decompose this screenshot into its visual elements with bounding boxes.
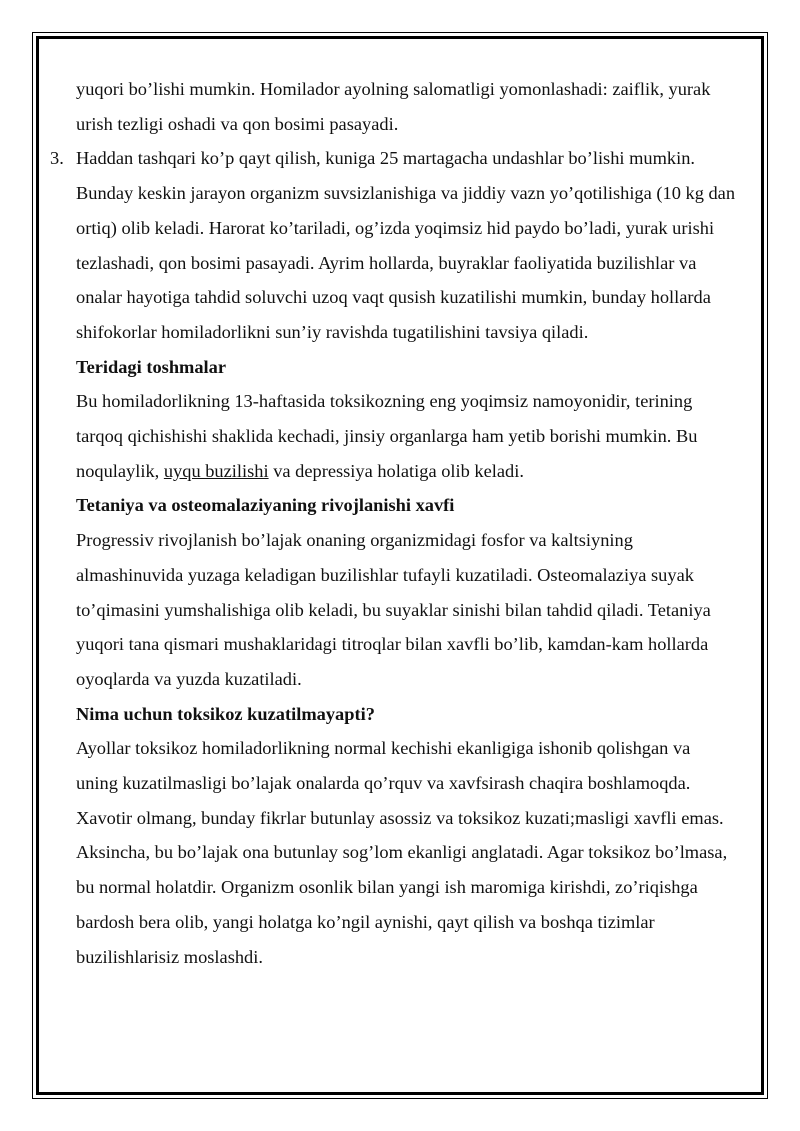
section-text-why-no-toxicosis: Ayollar toksikoz homiladorlikning normal kechishi ekanligiga ishonib qolishgan va uning kuzatilmasligi bo’lajak onalarda qo’rquv va xavfsirash chaqira boshlamoqda. Xavotir olmang, bunday fikrlar butunlay asossiz va toksikoz kuzati;masligi xavfli emas. Aksincha, bu bo’lajak ona butunlay sog’lom ekanligi anglatadi. Agar toksikoz bo’lmasa, bu normal holatdir. Organizm osonlik bilan yangi ish maromiga kirishdi, zo’riqishga bardosh bera olib, yangi holatga ko’ngil aynishi, qayt qilish va boshqa tizimlar buzilishlarisiz moslashdi. [76,738,728,967]
skin-text-end: va depressiya holatiga olib keladi. [268,460,524,481]
skin-text-start: Bu homiladorlikning 13-haftasida toksikozning eng yoqimsiz namoyonidir, terining tarqoq qichishishi shaklida kechadi, jinsiy organlarga ham yetib borishi mumkin. Bu noqulaylik, [76,391,698,481]
section-heading-tetany: Tetaniya va osteomalaziyaning rivojlanishi xavfi [76,495,455,516]
list-number: 3. [50,148,64,169]
section-heading-why-no-toxicosis: Nima uchun toksikoz kuzatilmayapti? [76,703,375,724]
section-text-skin-rash [76,384,736,488]
continued-paragraph: yuqori bo’lishi mumkin. Homilador ayolning salomatligi yomonlashadi: zaiflik, yurak urish tezligi oshadi va qon bosimi pasayadi. [76,79,711,134]
sleep-disorder-link[interactable]: uyqu buzilishi [163,460,269,481]
list-item-3 [50,141,736,349]
section-text-tetany: Progressiv rivojlanish bo’lajak onaning organizmidagi fosfor va kaltsiyning almashinuvida yuzaga keladigan buzilishlar tufayli kuzatiladi. Osteomalaziya suyak to’qimasini yumshalishiga olib keladi, bu suyaklar sinishi bilan tahdid qiladi. Tetaniya yuqori tana qismari mushaklaridagi titroqlar bilan xavfli bo’lib, kamdan-kam hollarda oyoqlarda va yuzda kuzatiladi. [76,530,711,689]
list-item-text: Haddan tashqari ko’p qayt qilish, kuniga 25 martagacha undashlar bo’lishi mumkin. Bunday keskin jarayon organizm suvsizlanishiga va jiddiy vazn yo’qotilishiga (10 kg dan ortiq) olib keladi. Harorat ko’tariladi, og’izda yoqimsiz hid paydo bo’ladi, yurak urishi tezlashadi, qon bosimi pasayadi. Ayrim hollarda, buyraklar faoliyatida buzilishlar va onalar hayotiga tahdid soluvchi uzoq vaqt qusish kuzatilishi mumkin, bunday hollarda shifokorlar homiladorlikni sun’iy ravishda tugatilishini tavsiya qiladi. [76,148,736,342]
section-heading-skin-rash: Teridagi toshmalar [76,356,227,377]
document-body [50,72,736,974]
